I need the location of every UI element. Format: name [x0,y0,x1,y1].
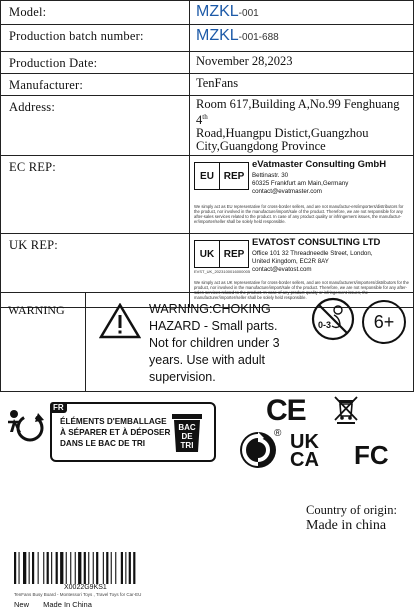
row-date [1,52,414,74]
barcode-footer [14,600,92,609]
value-batch [190,25,414,52]
origin-label: Country of origin: [306,503,397,517]
uk-addr-1: Office 101 32 Threadneedle Street, London, [252,250,373,258]
bin-text-1: BAC [178,423,196,432]
ukca-line-1: UK [290,431,319,453]
green-dot-icon [238,430,278,470]
label-manufacturer: Manufacturer: [1,74,190,96]
eu-rep-text: REP [223,170,245,182]
row-address [1,96,414,156]
warning-label: WARNING [1,293,86,391]
warning-line-5: supervision. [149,370,216,384]
ce-mark: CE [266,394,306,427]
label-date: Production Date: [1,52,190,74]
registered-mark: ® [274,428,282,439]
uk-tag-text: UK [195,241,220,267]
address-line-2: Road,Huangpu Distict,Guangzhou [196,126,369,141]
barcode-made-in: Made In China [43,600,92,609]
bin-text-3: TRI [180,441,194,450]
warning-triangle-icon [99,303,141,339]
weee-crossed-bin-icon [332,394,360,424]
not-for-0-3-icon [310,296,356,342]
ukca-line-2: CA [290,449,319,471]
address-sup: th [202,113,208,121]
uk-rep-id: EVST_UK_2023100016000005 [194,269,251,275]
ec-addr-3: contact@evatmaster.com [252,188,322,196]
uk-addr-2: United Kingdom, EC2R 8AY [252,258,329,266]
recycle-bin-icon [170,410,204,454]
value-model [190,1,414,25]
barcode-description: TenFans Busy Board - Montessori Toys , Travel Toys for Car-EU [14,592,142,597]
bin-text-2: DE [181,432,193,441]
label-model: Model: [1,1,190,25]
fr-badge: FR [50,402,67,413]
warning-line-4: years. Use with adult [149,353,266,367]
sorting-text [60,416,170,449]
value-manufacturer: TenFans [190,74,414,96]
barcode-icon [14,552,164,584]
sorting-line-2: À SÉPARER ET À DÉPOSER [60,428,171,437]
uk-rep-note: We simply act as UK representative for cross-border sellers, and are not manufacturers/importers/distributors for the product, nor involved in the manufacture/import/sale of the product. Therefore, we are not responsible for any after-sales services related to the product. In case of any product quality or infringement issues, the manufacturer/importer/seller shall be solely held responsible. [194,280,409,301]
uk-addr-3: contact@evatost.com [252,266,312,274]
ec-rep-name: eVatmaster Consulting GmbH [252,159,387,171]
country-of-origin [306,502,397,534]
warning-line-1: WARNING:CHOKING [149,302,271,316]
sorting-line-3: DANS LE BAC DE TRI [60,439,146,448]
ukca-mark [290,433,319,469]
eu-rep-tag [194,162,249,190]
fcc-mark: FC [354,440,389,470]
value-address [190,96,414,156]
value-ec-rep [190,156,414,234]
origin-value: Made in china [306,518,387,533]
ec-rep-address [252,172,348,196]
uk-rep-name: EVATOST CONSULTING LTD [252,237,381,249]
row-ec-rep [1,156,414,234]
label-address: Address: [1,96,190,156]
age-range-text: 0-3 [318,320,332,330]
uk-rep-address [252,250,373,274]
warning-line-3: Not for children under 3 [149,336,280,350]
ec-rep-note: We simply act as EU representative for cross-border sellers, and are not manufactur-ers/importers/distributors for the product, nor involved in the manufacture/import/sale of the product. Therefore, we are not responsible for any after-sales services related to the product. In case of any product quality or infringement issues, the manufactur-er/importer/seller shall be solely held responsible. [194,204,404,225]
age-6-plus-icon [362,300,406,344]
label-batch: Production batch number: [1,25,190,52]
label-uk-rep: UK REP: [1,234,190,308]
ec-addr-1: Bettinastr. 30 [252,172,289,180]
value-date: November 28,2023 [190,52,414,74]
address-line-3: City,Guangdong Province [196,139,326,154]
barcode-code: X0022G9KS1 [64,584,107,591]
uk-rep-text: REP [223,248,245,260]
row-batch [1,25,414,52]
age-plus-text: 6+ [373,311,395,332]
label-ec-rep: EC REP: [1,156,190,234]
row-model [1,1,414,25]
uk-rep-tag [194,240,249,268]
sorting-line-1: ÉLÉMENTS D'EMBALLAGE [60,417,167,426]
warning-line-2: HAZARD - Small parts. [149,319,278,333]
model-suffix: -001 [238,8,259,19]
eu-tag-text: EU [195,163,220,189]
row-manufacturer [1,74,414,96]
batch-code: MZKL [196,27,239,44]
address-line-1: Room 617,Building A,No.99 Fenghuang 4 [196,97,400,128]
batch-suffix: -001-688 [238,32,279,43]
barcode-condition: New [14,600,30,609]
ec-rep-block [190,156,413,232]
model-code: MZKL [196,3,239,20]
warning-text [149,301,309,386]
triman-icon [4,404,46,446]
ec-addr-2: 60325 Frankfurt am Main,Germany [252,180,349,188]
